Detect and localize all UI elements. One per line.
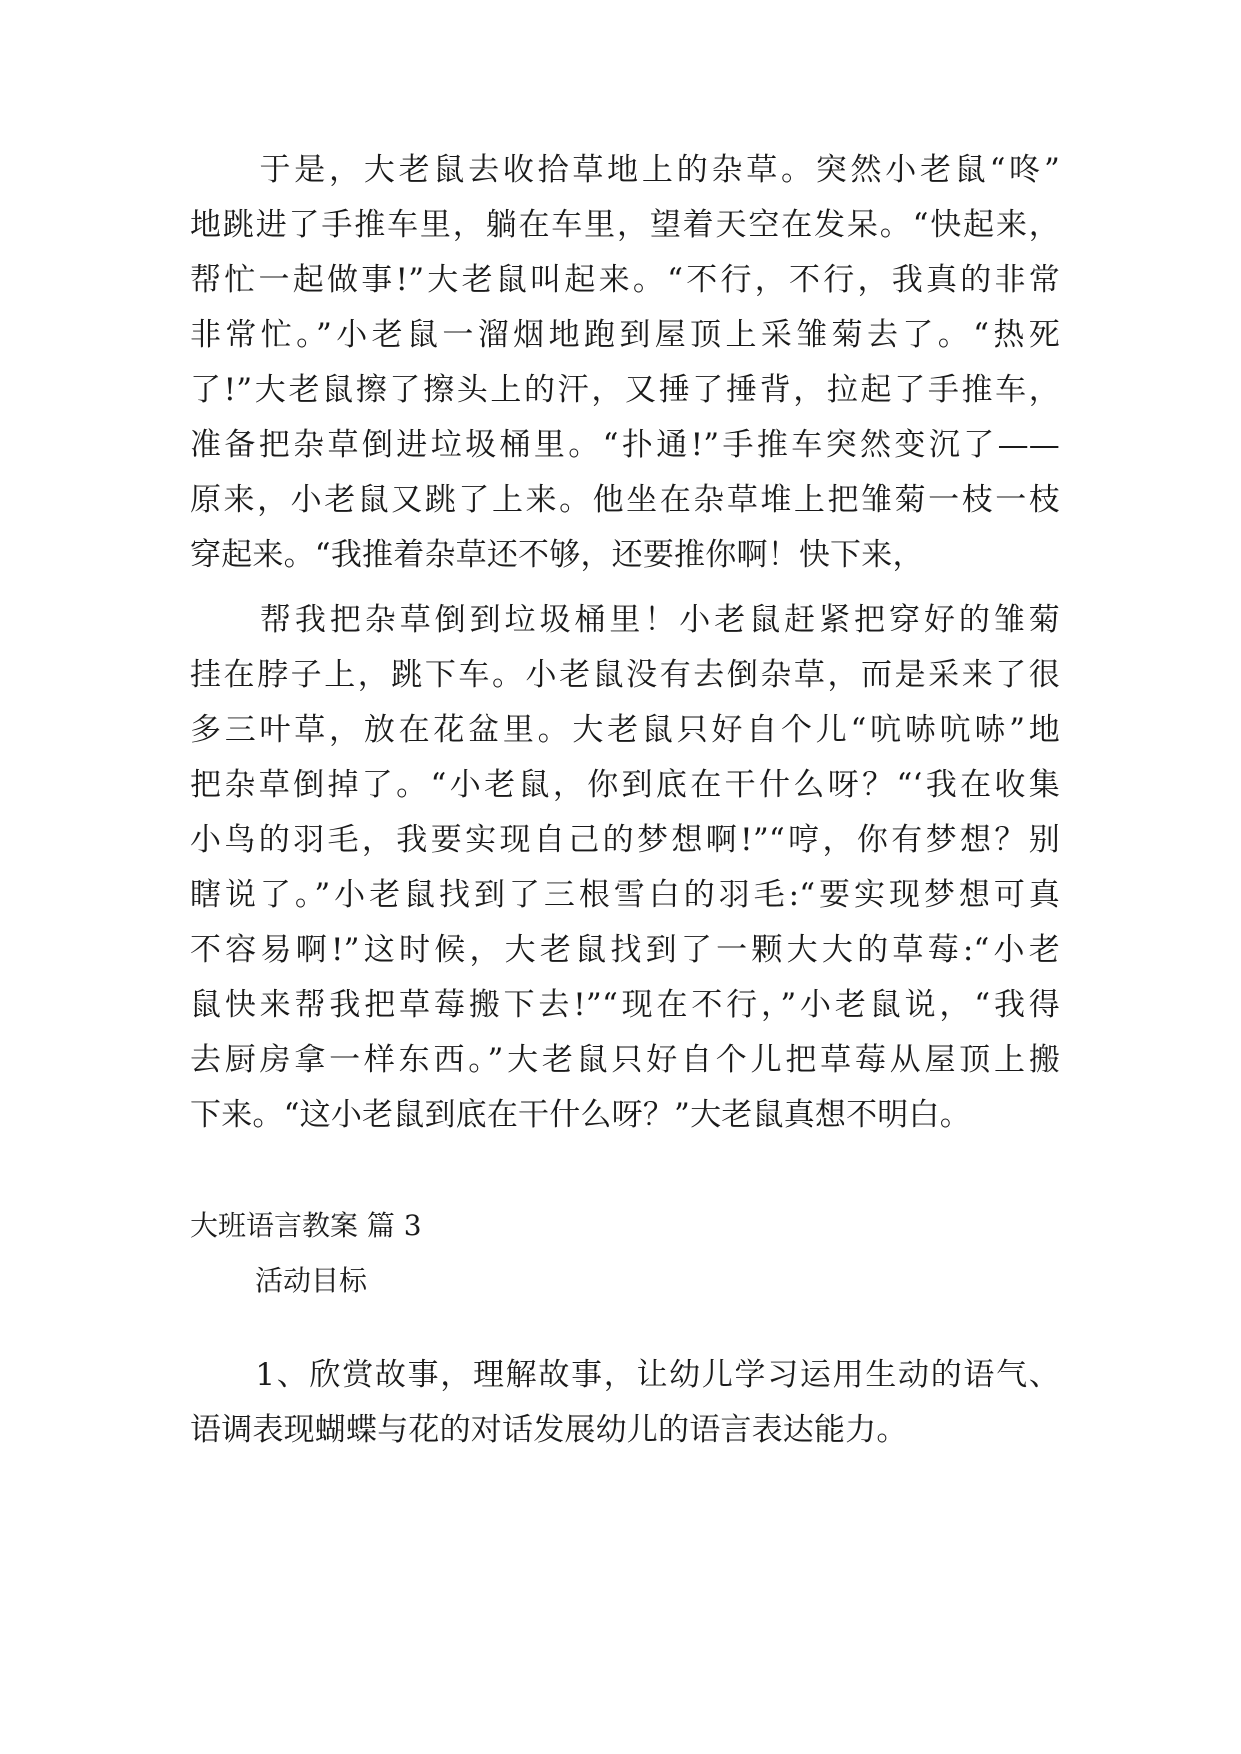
paragraph-2-line-1: 帮我把杂草倒到垃圾桶里！小老鼠赶紧把穿好的雏菊 — [190, 602, 1060, 638]
paragraph-3-line-2: 语调表现蝴蝶与花的对话发展幼儿的语言表达能力。 — [190, 1412, 908, 1448]
paragraph-3-line-1: 1、欣赏故事，理解故事，让幼儿学习运用生动的语气、 — [190, 1357, 1060, 1393]
paragraph-1-line-3: 帮忙一起做事!”大老鼠叫起来。“不行，不行，我真的非常 — [190, 262, 1060, 298]
paragraph-2-line-2: 挂在脖子上，跳下车。小老鼠没有去倒杂草，而是采来了很 — [190, 657, 1060, 693]
paragraph-2-line-9: 去厨房拿一样东西。”大老鼠只好自个儿把草莓从屋顶上搬 — [190, 1042, 1060, 1078]
paragraph-1-line-1: 于是，大老鼠去收拾草地上的杂草。突然小老鼠“咚” — [190, 152, 1060, 188]
paragraph-1-line-7: 原来，小老鼠又跳了上来。他坐在杂草堆上把雏菊一枝一枝 — [190, 482, 1060, 518]
paragraph-1-line-2: 地跳进了手推车里，躺在车里，望着天空在发呆。“快起来， — [190, 207, 1060, 243]
paragraph-2-line-3: 多三叶草，放在花盆里。大老鼠只好自个儿“吭哧吭哧”地 — [190, 712, 1060, 748]
section-subtitle: 活动目标 — [255, 1264, 368, 1297]
paragraph-2-line-5: 小鸟的羽毛，我要实现自己的梦想啊!”“哼，你有梦想？别 — [190, 822, 1060, 858]
paragraph-2-line-10: 下来。“这小老鼠到底在干什么呀？”大老鼠真想不明白。 — [190, 1097, 971, 1133]
paragraph-2-line-4: 把杂草倒掉了。“小老鼠，你到底在干什么呀？“‘我在收集 — [190, 767, 1060, 803]
paragraph-2-line-6: 瞎说了。”小老鼠找到了三根雪白的羽毛:“要实现梦想可真 — [190, 877, 1060, 913]
paragraph-1-line-4: 非常忙。”小老鼠一溜烟地跑到屋顶上采雏菊去了。“热死 — [190, 317, 1060, 353]
section-title: 大班语言教案 篇 3 — [190, 1209, 422, 1242]
paragraph-2-line-7: 不容易啊!”这时候，大老鼠找到了一颗大大的草莓:“小老 — [190, 932, 1060, 968]
paragraph-1-line-8: 穿起来。“我推着杂草还不够，还要推你啊！快下来， — [190, 537, 924, 573]
paragraph-1-line-5: 了!”大老鼠擦了擦头上的汗，又捶了捶背，拉起了手推车， — [190, 372, 1060, 408]
paragraph-1-line-6: 准备把杂草倒进垃圾桶里。“扑通!”手推车突然变沉了—— — [190, 427, 1060, 463]
paragraph-2-line-8: 鼠快来帮我把草莓搬下去!”“现在不行，”小老鼠说，“我得 — [190, 987, 1060, 1023]
